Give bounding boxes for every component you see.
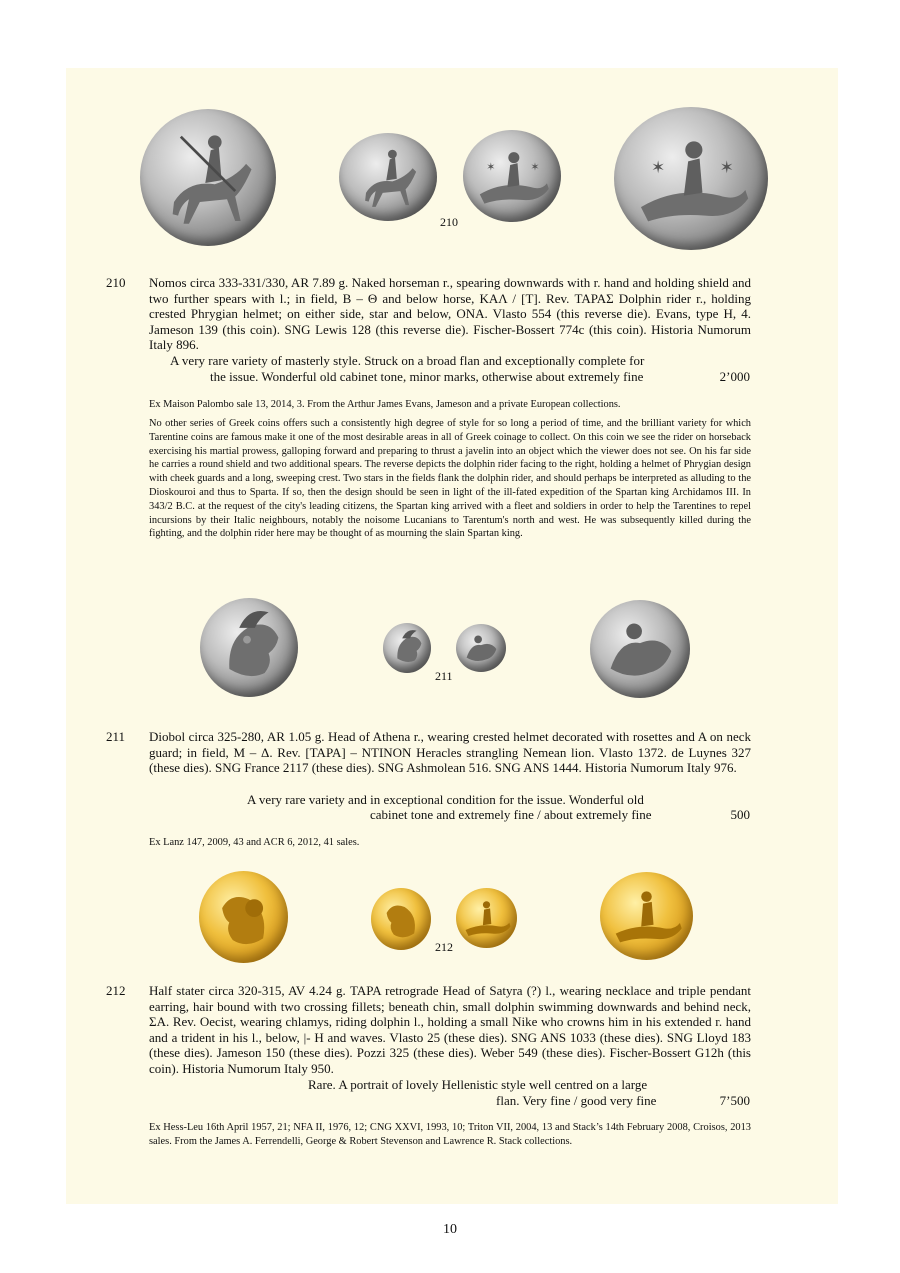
dolphin-rider-icon	[463, 130, 561, 222]
svg-text:✶: ✶	[530, 161, 540, 174]
lot-remark-212-line1: Rare. A portrait of lovely Hellenistic style well centred on a large	[308, 1077, 648, 1092]
horseman-icon	[140, 109, 276, 246]
heracles-lion-icon	[456, 624, 506, 672]
coin-211-reverse	[456, 624, 506, 672]
oecist-dolphin-icon	[456, 888, 517, 948]
page-number: 10	[443, 1222, 457, 1237]
coin-211-obverse-enlarged	[200, 598, 298, 697]
svg-text:✶: ✶	[650, 157, 666, 177]
coin-210-obverse	[339, 133, 437, 221]
lot-remark-210-line2: the issue. Wonderful old cabinet tone, minor marks, otherwise about extremely fine	[210, 369, 644, 384]
athena-head-icon	[383, 623, 431, 673]
plate-label-210: 210	[440, 215, 458, 229]
lot-number-211: 211	[106, 729, 126, 744]
lot-remark-211-line2: cabinet tone and extremely fine / about extremely fine	[370, 807, 652, 822]
coin-210-reverse	[463, 130, 561, 222]
svg-text:✶: ✶	[719, 157, 734, 177]
lot-provenance-210: Ex Maison Palombo sale 13, 2014, 3. From the Arthur James Evans, Jameson and a private European collections.	[149, 399, 621, 410]
lot-provenance-212: Ex Hess-Leu 16th April 1957, 21; NFA II, 1976, 12; CNG XXVI, 1993, 10; Triton VII, 2004, 13 and Stack’s 14th February 2008, Croisos, 2013 sales. From the James A. Ferrendelli, George & Robert Stevenson and Lawrence R. Stack collections.	[149, 1122, 751, 1147]
lot-remark-211-line1: A very rare variety and in exceptional condition for the issue. Wonderful old	[247, 792, 644, 807]
lot-number-210: 210	[106, 275, 126, 290]
coin-212-reverse-enlarged	[600, 872, 693, 960]
lot-description-211: Diobol circa 325-280, AR 1.05 g. Head of Athena r., wearing crested helmet decorated with rosettes and A on neck guard; in field, M – Δ. Rev. [ΤΑΡΑ] – NTINON Heracles strangling Nemean lion. Vlasto 1372. de Luynes 327 (these dies). SNG France 2117 (these dies). SNG Ashmolean 516. SNG ANS 1444. Historia Numorum Italy 976.	[149, 729, 751, 775]
coin-210-reverse-enlarged	[614, 107, 768, 250]
lot-provenance-211: Ex Lanz 147, 2009, 43 and ACR 6, 2012, 41 sales.	[149, 837, 360, 848]
satyra-head-icon	[371, 888, 431, 950]
coin-211-reverse-enlarged	[590, 600, 690, 698]
plate-label-212: 212	[435, 940, 453, 954]
satyra-head-icon	[199, 871, 288, 963]
dolphin-rider-icon	[614, 107, 768, 250]
lot-estimate-211: 500	[730, 807, 750, 822]
heracles-lion-icon	[590, 600, 690, 698]
horseman-icon	[339, 133, 437, 221]
svg-text:✶: ✶	[486, 161, 496, 174]
coin-212-reverse	[456, 888, 517, 948]
lot-estimate-212: 7’500	[719, 1093, 750, 1108]
lot-number-212: 212	[106, 983, 126, 998]
lot-description-210: Nomos circa 333-331/330, AR 7.89 g. Naked horseman r., spearing downwards with r. hand and holding shield and two further spears with l.; in field, B – Θ and below horse, ΚΑΛ / [Τ]. Rev. ΤΑΡΑΣ Dolphin rider r., holding crested Phrygian helmet; on either side, star and below, ONA. Vlasto 554 (this reverse die). Evans, type H, 4. Jameson 139 (this coin). SNG Lewis 128 (this reverse die). Fischer-Bossert 774c (this coin). Historia Numorum Italy 896.	[149, 275, 751, 352]
coin-211-obverse	[383, 623, 431, 673]
coin-212-obverse	[371, 888, 431, 950]
plate-label-211: 211	[435, 669, 453, 683]
coin-212-obverse-enlarged	[199, 871, 288, 963]
lot-description-212: Half stater circa 320-315, AV 4.24 g. ΤΑΡΑ retrograde Head of Satyra (?) l., wearing necklace and triple pendant earring, hair bound with two crossing fillets; beneath chin, small dolphin swimming downwards and behind neck, ΣΑ. Rev. Oecist, wearing chlamys, riding dolphin l., holding a small Nike who crowns him in his extended r. hand and a trident in his l., below, |- H and waves. Vlasto 25 (these dies). SNG ANS 1033 (these dies). SNG Lloyd 183 (these dies). Jameson 150 (these dies). Pozzi 325 (these dies). Weber 549 (these dies). Fischer-Bossert G12h (this coin). Historia Numorum Italy 950.	[149, 983, 751, 1076]
athena-head-icon	[200, 598, 298, 697]
lot-remark-212-line2: flan. Very fine / good very fine	[496, 1093, 657, 1108]
lot-estimate-210: 2’000	[719, 369, 750, 384]
coin-210-obverse-enlarged	[140, 109, 276, 246]
oecist-dolphin-icon	[600, 872, 693, 960]
lot-commentary-210: No other series of Greek coins offers such a consistently high degree of style for so long a period of time, and the brilliant variety for which Tarentine coins are famous make it one of the most desirable areas in all of Greek coinage to collect. On this coin we see the rider on horseback exercising his martial prowess, galloping forward and preparing to thrust a javelin into an object which the viewer does not see. On his far side he carries a round shield and two additional spears. The reverse depicts the dolphin rider facing to the right, holding a helmet of Phrygian design with cheek guards and a long, sweeping crest. Two stars in the fields flank the dolphin rider, and should perhaps be interpreted as alluding to the Dioskouroi and thus to Sparta. If so, then the design should be seen in light of the ill-fated expedition of the Spartan king Archidamos III. In 343/2 B.C. at the request of the city's leading citizens, the Spartan king arrived with a fleet and soldiers in order to help the Tarentines to repel incursions by their Italic neighbours, notably the noisome Lucanians to Tarentum's north and west. He was subsequently killed during the fighting, and the dolphin rider here may be thought of as mourning the slain Spartan king.	[149, 418, 751, 540]
lot-remark-210-line1: A very rare variety of masterly style. Struck on a broad flan and exceptionally complete for	[170, 353, 645, 368]
